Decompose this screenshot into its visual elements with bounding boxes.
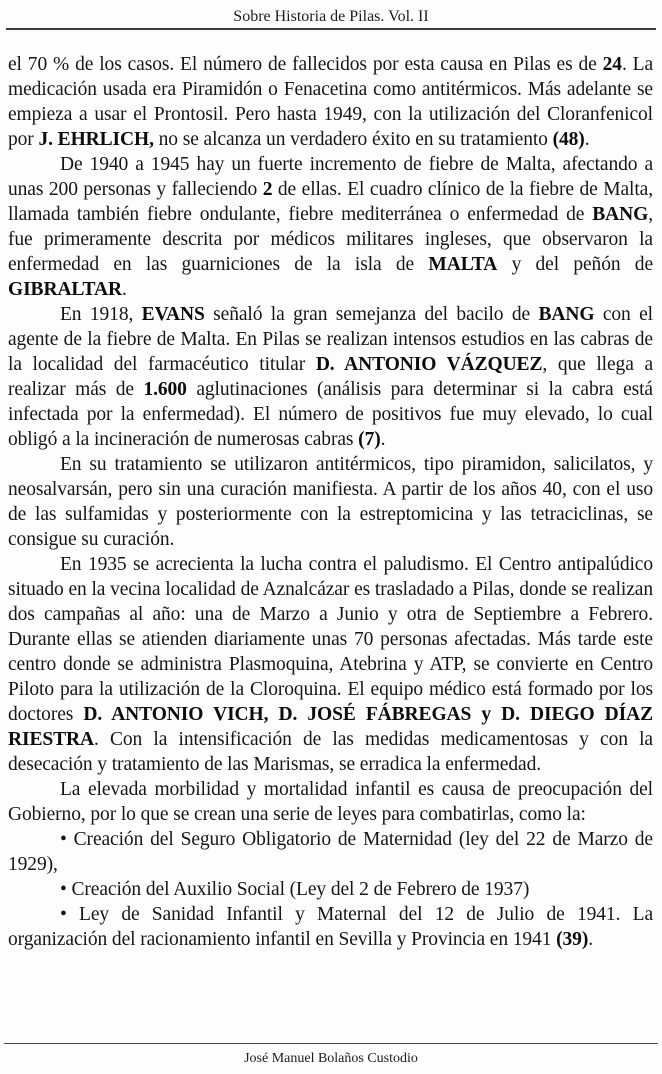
text-run-bold: 24 [602,54,622,75]
paragraph [8,452,653,552]
text-run-bold: D. ANTONIO VÁZQUEZ [315,354,543,375]
text-run: , fue primeramente descrita por médicos militares ingleses, que observaron la enfermedad en las guarniciones de la isla de [8,204,653,275]
text-run: De 1940 a 1945 hay un fuerte incremento de fiebre de Malta, afectando a unas 200 personas y falleciendo [8,154,653,200]
paragraph [8,302,653,452]
text-run-bold: BANG [592,204,649,225]
text-run: . [380,429,386,450]
text-run-bold: (39) [556,929,589,950]
text-run-bold: GIBRALTAR [8,279,122,300]
text-run: el 70 % de los casos. El número de fallecidos por esta causa en Pilas es de [8,54,603,75]
footer-rule [4,1043,658,1044]
text-run: En su tratamiento se utilizaron antitérmicos, tipo piramidon, salicilatos, y neosalvarsán, pero sin una curación manifiesta. A partir de los años 40, con el uso de las sulfamidas y posteriormente con la estreptomicina y las tetraciclinas, se consigue su curación. [8,454,653,550]
text-run-bold: J. EHRLICH, [38,129,154,150]
paragraph [8,877,653,902]
text-run-bold: D. ANTONIO VICH, D. JOSÉ FÁBREGAS y D. DIEGO DÍAZ RIESTRA [8,704,653,750]
paragraph [8,777,653,827]
text-run: , que llega a realizar más de [8,354,653,400]
text-run: y del peñón de [497,254,654,275]
text-run: . [588,929,594,950]
text-run-bold: (48) [552,129,585,150]
text-run: • Creación del Auxilio Social (Ley del 2 de Febrero de 1937) [60,879,530,900]
text-run: de ellas. El cuadro clínico de la fiebre de Malta, llamada también fiebre ondulante, fiebre mediterránea o enfermedad de [8,179,653,225]
text-run: . Con la intensificación de las medidas medicamentosas y con la desecación y tratamiento de las Marismas, se erradica la enfermedad. [8,729,653,775]
paragraph [8,52,653,152]
text-run: • Ley de Sanidad Infantil y Maternal del 12 de Julio de 1941. La organización del racionamiento infantil en Sevilla y Provincia en 1941 [8,904,653,950]
header-rule [6,28,656,30]
text-run-bold: 1.600 [143,379,187,400]
text-run-bold: MALTA [428,254,498,275]
running-head-title: Sobre Historia de Pilas. Vol. II [233,8,429,25]
text-run: no se alcanza un verdadero éxito en su tratamiento [153,129,553,150]
text-run-bold: EVANS [141,304,205,325]
text-run: En 1935 se acrecienta la lucha contra el paludismo. El Centro antipalúdico situado en la vecina localidad de Aznalcázar es trasladado a Pilas, donde se realizan dos campañas al año: una de Marzo a Junio y otra de Septiembre a Febrero. Durante ellas se atienden diariamente unas 70 personas afectadas. Más tarde este centro donde se administra Plasmoquina, Atebrina y ATP, se convierte en Centro Piloto para la utilización de la Cloroquina. El equipo médico está formado por los doctores [8,554,653,725]
paragraph [8,827,653,877]
footer-author-name: José Manuel Bolaños Custodio [244,1051,418,1066]
page-body-text [8,52,653,952]
text-run: • Creación del Seguro Obligatorio de Maternidad (ley del 22 de Marzo de 1929), [8,829,653,875]
text-run: . [121,279,127,300]
page-footer [0,1043,662,1067]
text-run-bold: BANG [538,304,595,325]
paragraph [8,552,653,777]
text-run: En 1918, [60,304,142,325]
text-run: La elevada morbilidad y mortalidad infantil es causa de preocupación del Gobierno, por lo que se crean una serie de leyes para combatirlas, como la: [8,779,653,825]
text-run: . La medicación usada era Piramidón o Fenacetina como antitérmicos. Más adelante se empieza a usar el Prontosil. Pero hasta 1949, con la utilización del Cloranfenicol por [8,54,654,150]
text-run: con el agente de la fiebre de Malta. En Pilas se realizan intensos estudios en las cabras de la localidad del farmacéutico titular [8,304,653,375]
text-run: aglutinaciones (análisis para determinar si la cabra está infectada por la enfermedad). El número de positivos fue muy elevado, lo cual obligó a la incineración de numerosas cabras [8,379,653,450]
text-run: . [584,129,590,150]
paragraph [8,152,653,302]
paragraph [8,902,653,952]
text-run-bold: 2 [262,179,273,200]
page-header [0,0,662,30]
text-run-bold: (7) [358,429,381,450]
text-run: señaló la gran semejanza del bacilo de [204,304,539,325]
